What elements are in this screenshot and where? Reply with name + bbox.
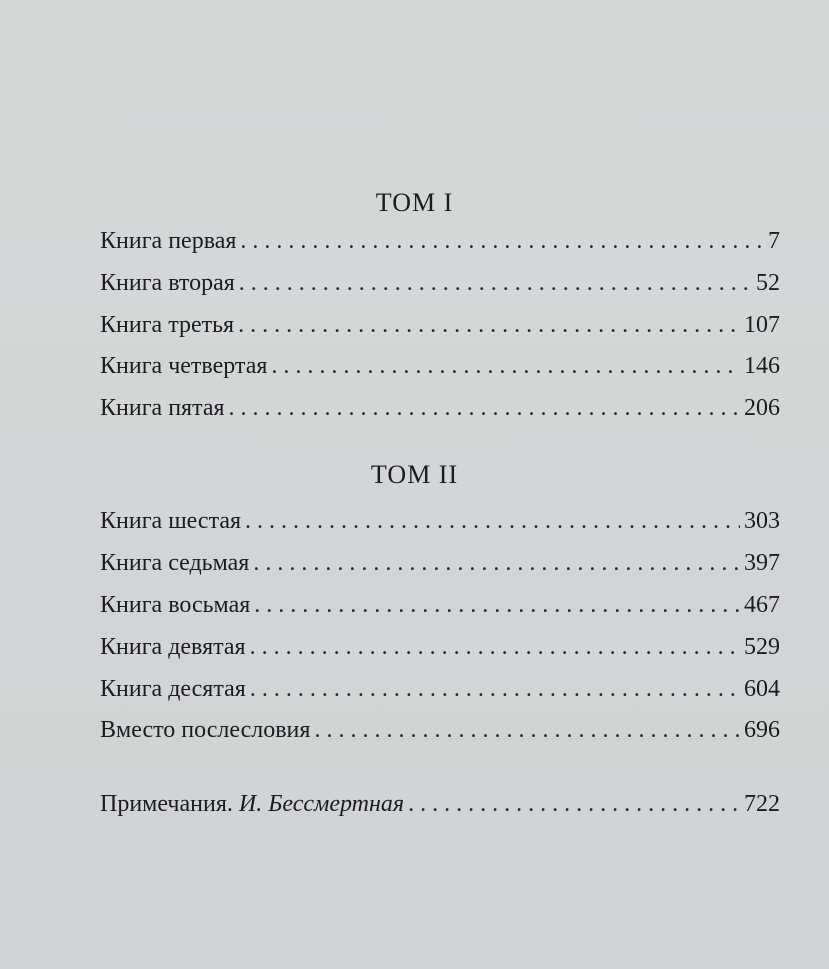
toc-entry-page: 146 [744, 353, 780, 379]
dot-leader [250, 634, 740, 661]
bleed-through-text [90, 0, 790, 25]
toc-entry [100, 395, 780, 425]
dot-leader [250, 676, 740, 703]
toc-entry-label: Книга четвертая [100, 353, 268, 379]
dot-leader [240, 228, 764, 255]
dot-leader [408, 791, 740, 818]
toc-entry-page: 206 [744, 395, 780, 421]
toc-entry [100, 312, 780, 342]
toc-entry-page: 303 [744, 508, 780, 534]
toc-entry-page: 7 [768, 228, 780, 254]
toc-entry [100, 592, 780, 622]
toc-entry [100, 270, 780, 300]
toc-entry-label: Книга вторая [100, 270, 235, 296]
toc-entry [100, 717, 780, 747]
toc-entry-page: 52 [756, 270, 780, 296]
toc-entry-page: 529 [744, 634, 780, 660]
dot-leader [271, 353, 740, 380]
volume-2-heading: ТОМ II [370, 460, 459, 489]
toc-entry-page: 107 [744, 312, 780, 338]
toc-entry-page: 397 [744, 550, 780, 576]
dot-leader [314, 717, 740, 744]
toc-entry [100, 508, 780, 538]
dot-leader [229, 395, 740, 422]
toc-entry-page: 696 [744, 717, 780, 743]
toc-entry-page: 722 [744, 791, 780, 817]
dot-leader [254, 592, 740, 619]
notes-label: Примечания. [100, 791, 233, 817]
toc-entry [100, 550, 780, 580]
toc-entry-label: Книга третья [100, 312, 235, 338]
toc-entry-label: Книга первая [100, 228, 237, 254]
dot-leader [245, 508, 740, 535]
toc-entry [100, 228, 780, 258]
toc-entry [100, 676, 780, 706]
toc-entry-label: Вместо послесловия [100, 717, 311, 743]
volume-1-heading: ТОМ I [375, 188, 454, 217]
toc-entry-label: Книга пятая [100, 395, 225, 421]
dot-leader [239, 270, 752, 297]
dot-leader [238, 312, 740, 339]
toc-entry-label: Книга шестая [100, 508, 242, 534]
toc-entry-label: Книга десятая [100, 676, 246, 702]
toc-entry-label: Книга седьмая [100, 550, 250, 576]
toc-entry-label: Книга девятая [100, 634, 246, 660]
dot-leader [253, 550, 740, 577]
toc-entry-page: 604 [744, 676, 780, 702]
toc-entry [100, 353, 780, 383]
toc-entry-label: Книга восьмая [100, 592, 251, 618]
toc-entry [100, 634, 780, 664]
notes-author: И. Бессмертная [238, 791, 405, 817]
toc-entry-page: 467 [744, 592, 780, 618]
toc-entry-notes [100, 791, 780, 821]
